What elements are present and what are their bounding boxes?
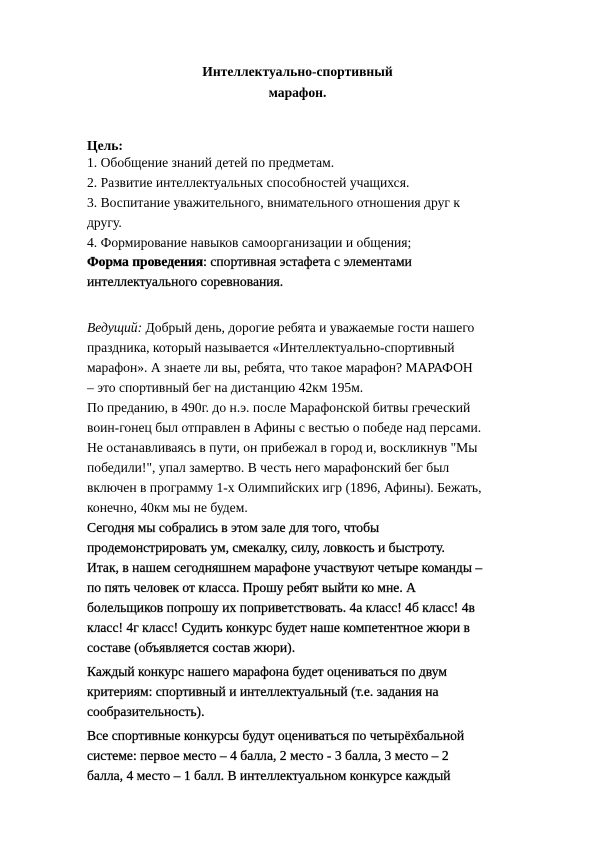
goal-item-3: 3. Воспитание уважительного, внимательного отношения друг к (87, 195, 460, 210)
document-title-line-1: Интеллектуально-спортивный (202, 64, 393, 79)
form-label: Форма проведения (87, 254, 204, 269)
para2-line-4: по пять человек от класса. Прошу ребят выйти ко мне. А (87, 580, 416, 595)
goal-heading: Цель: (87, 138, 123, 153)
para4-line-3: балла, 4 место – 1 балл. В интеллектуальном конкурсе каждый (87, 768, 451, 783)
form-text: : спортивная эстафета с элементами (203, 254, 412, 269)
para2-line-6: класс! 4г класс! Судить конкурс будет наше компетентное жюри в (87, 620, 470, 635)
intro-line-8: победили!", упал замертво. В честь него марафонский бег был (87, 460, 450, 475)
goal-item-1: 1. Обобщение знаний детей по предметам. (87, 155, 335, 170)
goal-item-3-continued: другу. (87, 215, 122, 230)
para2-line-1: Сегодня мы собрались в этом зале для того, чтобы (87, 520, 380, 535)
intro-line-3: марафон». А знаете ли вы, ребята, что такое марафон? МАРАФОН (87, 360, 473, 375)
intro-line-9: включен в программу 1-х Олимпийских игр (1896, Афины). Бежать, (87, 480, 482, 495)
document-title-line-2: марафон. (268, 85, 327, 100)
intro-line-10: конечно, 40км мы не будем. (87, 500, 248, 515)
para2-line-3: Итак, в нашем сегодняшнем марафоне участвуют четыре команды – (87, 560, 483, 575)
para2-line-7: составе (объявляется состав жюри). (87, 640, 296, 655)
intro-line-2: праздника, который называется «Интеллектуально-спортивный (87, 340, 455, 355)
intro-line-5: По преданию, в 490г. до н.э. после Марафонской битвы греческий (87, 400, 471, 415)
goal-item-2: 2. Развитие интеллектуальных способностей учащихся. (87, 175, 410, 190)
goal-item-4: 4. Формирование навыков самоорганизации и общения; (87, 235, 412, 250)
para3-line-3: сообразительность). (87, 704, 205, 719)
intro-line-7: Не останавливаясь в пути, он прибежал в город и, воскликнув "Мы (87, 440, 478, 455)
intro-line-1 (87, 318, 474, 338)
intro-greeting: Добрый день, дорогие ребята и уважаемые гости нашего (142, 320, 475, 335)
intro-line-4: – это спортивный бег на дистанцию 42км 195м. (87, 380, 364, 395)
form-line-2: интеллектуального соревнования. (87, 274, 284, 289)
para3-line-2: критериям: спортивный и интеллектуальный (т.е. задания на (87, 684, 439, 699)
intro-line-6: воин-гонец был отправлен в Афины с вестью о победе над персами. (87, 420, 482, 435)
para3-line-1: Каждый конкурс нашего марафона будет оцениваться по двум (87, 664, 447, 679)
para2-line-5: болельщиков попрошу их поприветствовать. 4а класс! 4б класс! 4в (87, 600, 475, 615)
para2-line-2: продемонстрировать ум, смекалку, силу, ловкость и быстроту. (87, 540, 445, 555)
para4-line-1: Все спортивные конкурсы будут оцениваться по четырёхбальной (87, 728, 465, 743)
speaker-label: Ведущий: (87, 320, 143, 335)
form-line-1 (87, 252, 412, 272)
para4-line-2: системе: первое место – 4 балла, 2 место - 3 балла, 3 место – 2 (87, 748, 449, 763)
